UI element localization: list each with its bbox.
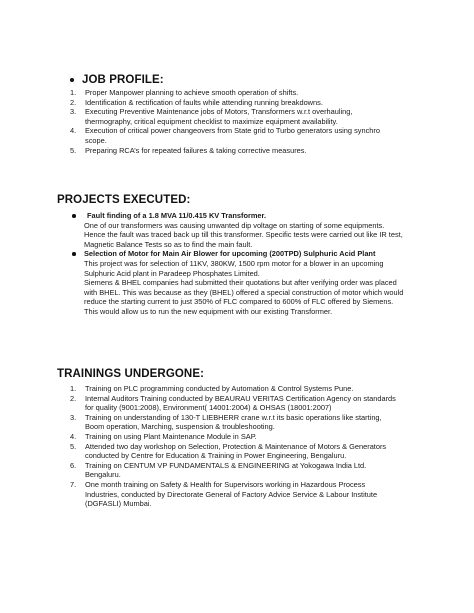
item-text: Proper Manpower planning to achieve smooth operation of shifts. bbox=[85, 88, 299, 97]
list-item bbox=[70, 107, 400, 126]
item-number: 3. bbox=[70, 107, 77, 117]
bullet-icon bbox=[72, 252, 76, 256]
item-text: Internal Auditors Training conducted by BEAURAU VERITAS Certification Agency on standards for quality (9001:2008), Environment( 14001:2004) & OHSAS (18001:2007) bbox=[85, 393, 396, 413]
project-title: Fault finding of a 1.8 MVA 11/0.415 KV Transformer. bbox=[87, 211, 267, 220]
list-item bbox=[70, 384, 400, 394]
list-item bbox=[70, 98, 400, 108]
item-number: 3. bbox=[70, 412, 77, 422]
item-number: 1. bbox=[70, 384, 77, 393]
item-number: 4. bbox=[70, 431, 77, 441]
project-description: One of our transformers was causing unwanted dip voltage on starting of some equipments. Hence the fault was traced back up till this transformer. Specific tests were carried out like IR test, Magnetic Balance Tests so as to find the main fault. bbox=[84, 220, 403, 249]
item-text: One month training on Safety & Health for Supervisors working in Hazardous Process Industries, conducted by Directorate General of Factory Advice Service & Labour Institute (DGFASLI) Mumbai. bbox=[85, 479, 378, 509]
item-number: 1. bbox=[70, 88, 77, 97]
list-item bbox=[70, 461, 400, 480]
item-number: 5. bbox=[70, 441, 77, 451]
item-number: 7. bbox=[70, 479, 77, 489]
list-item bbox=[70, 480, 400, 509]
list-item bbox=[70, 413, 400, 432]
job-profile-heading: JOB PROFILE: bbox=[82, 74, 164, 86]
trainings-heading: TRAININGS UNDERGONE: bbox=[57, 368, 205, 380]
project-item bbox=[72, 211, 407, 249]
project-title: Selection of Motor for Main Air Blower for upcoming (200TPD) Sulphuric Acid Plant bbox=[84, 249, 376, 259]
item-number: 2. bbox=[70, 97, 77, 107]
item-text: Execution of critical power changeovers from State grid to Turbo generators using synchro scope. bbox=[85, 126, 380, 145]
item-number: 6. bbox=[70, 460, 77, 470]
trainings-list bbox=[70, 384, 400, 509]
bullet-icon bbox=[70, 78, 74, 82]
item-text: Attended two day workshop on Selection, Protection & Maintenance of Motors & Generators conducted by Centre for Education & Training in Power Engineering, Bengaluru. bbox=[85, 441, 387, 461]
item-number: 2. bbox=[70, 393, 77, 403]
item-text: Preparing RCA’s for repeated failures & taking corrective measures. bbox=[85, 145, 307, 155]
job-profile-heading-row bbox=[70, 74, 164, 86]
list-item bbox=[70, 442, 400, 461]
projects-list bbox=[72, 211, 407, 317]
project-item bbox=[72, 249, 407, 316]
item-text: Training on CENTUM VP FUNDAMENTALS & ENGINEERING at Yokogawa India Ltd. Bengaluru. bbox=[85, 460, 367, 480]
item-number: 4. bbox=[70, 126, 77, 136]
list-item bbox=[70, 432, 400, 442]
item-text: Training on understanding of 130-T LIEBHERR crane w.r.t its basic operations like starting, Boom operation, Marching, suspension & troubleshooting. bbox=[85, 412, 382, 432]
job-profile-list bbox=[70, 88, 400, 155]
project-description-continued: Siemens & BHEL companies had submitted their quotations but after verifying order was placed with BHEL. This was because as they (BHEL) offered a special construction of motor which would reduce the starting current to just 350% of FLC compared to 600% of FLC offered by Siemens. This would allow us to run the new equipment with our existing Transformer. bbox=[84, 278, 404, 316]
item-text: Executing Preventive Maintenance jobs of Motors, Transformers w.r.t overhauling, thermography, critical equipment checklist to maximize equipment availability. bbox=[85, 107, 353, 126]
projects-heading: PROJECTS EXECUTED: bbox=[57, 194, 191, 206]
project-description: This project was for selection of 11KV, 380KW, 1500 rpm motor for a blower in an upcoming Sulphuric Acid plant in Paradeep Phosphates Limited. bbox=[84, 258, 384, 278]
bullet-icon bbox=[72, 214, 76, 218]
list-item bbox=[70, 88, 400, 98]
list-item bbox=[70, 394, 400, 413]
list-item bbox=[70, 146, 400, 156]
list-item bbox=[70, 126, 400, 145]
item-text: Training on PLC programming conducted by Automation & Control Systems Pune. bbox=[85, 384, 354, 393]
item-number: 5. bbox=[70, 145, 77, 155]
item-text: Training on using Plant Maintenance Module in SAP. bbox=[85, 431, 257, 441]
item-text: Identification & rectification of faults while attending running breakdowns. bbox=[85, 97, 323, 107]
